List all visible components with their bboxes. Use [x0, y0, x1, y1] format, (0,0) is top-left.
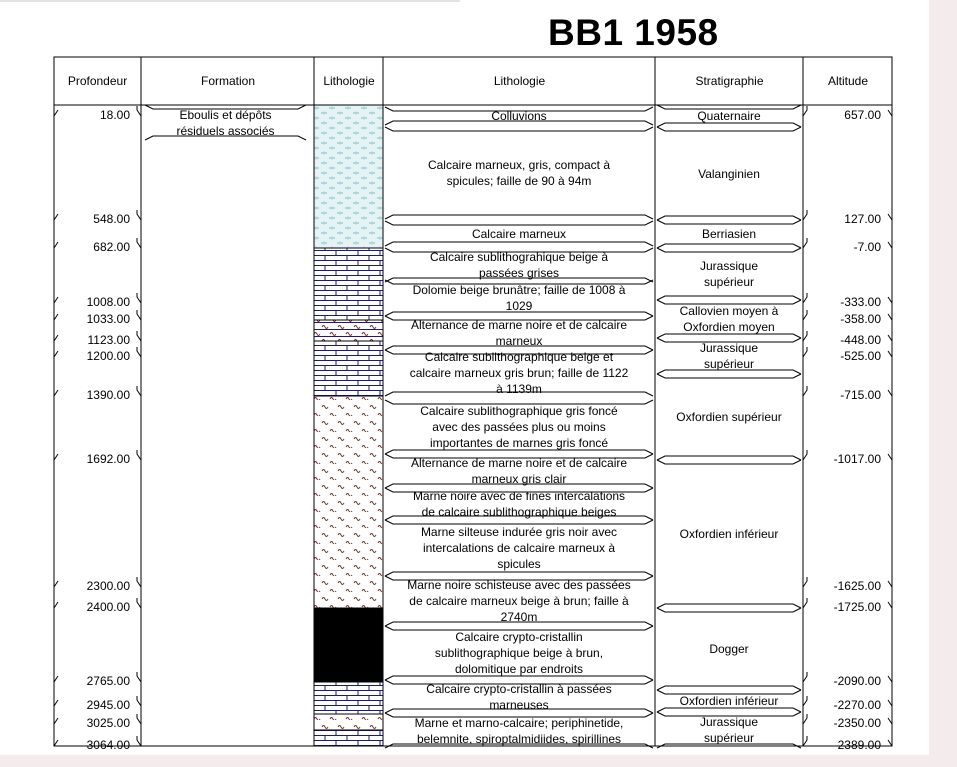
lithology-description: Marne noire avec de fines intercalations de calcaire sublithographique beiges [412, 489, 626, 519]
lithology-description: Calcaire crypto-cristallin sublithographique beige à brun, dolomitique par endroits [434, 630, 604, 676]
depth-value: 2400.00 [86, 600, 130, 614]
altitude-value: -358.00 [840, 312, 881, 326]
stratigraphy-label: Jurassique supérieur [699, 341, 759, 371]
lithology-description: Calcaire sublithographique beige et calcaire marneux gris brun; faille de 1122 à 1139m [409, 350, 629, 396]
altitude-tick-right [888, 351, 892, 357]
header-formation: Formation [200, 74, 256, 88]
lithology-description: Colluvions [491, 109, 547, 123]
depth-value: 548.00 [93, 212, 130, 226]
stratigraphy-label: Oxfordien supérieur [676, 410, 782, 424]
depth-value: 1033.00 [86, 312, 130, 326]
depth-tick [137, 672, 141, 682]
depth-tick [137, 331, 141, 341]
stratigraphy-label: Quaternaire [697, 109, 761, 123]
lithology-fill-limestone-brick [314, 248, 383, 320]
altitude-tick-right [888, 390, 892, 396]
lithology-description-bottom-edge [385, 242, 653, 246]
lithology-fill-marl-limestone-alternation [314, 320, 383, 341]
lithology-description: Dolomie beige brunâtre; faille de 1008 à 1029 [412, 283, 626, 313]
altitude-tick-right [888, 110, 892, 116]
depth-tick [137, 347, 141, 357]
stratigraphy-label-top-edge [657, 608, 801, 612]
depth-tick [137, 450, 141, 460]
lithology-description: Marne silteuse indurée gris noir avec intercalations de calcaire marneux à spicules [420, 525, 618, 571]
depth-value: 1008.00 [86, 295, 130, 309]
stratigraphy-label-bottom-edge [657, 296, 801, 300]
altitude-tick-right [888, 700, 892, 706]
altitude-tick-right [888, 718, 892, 724]
lithology-fill-limestone-brick [314, 730, 383, 746]
depth-tick [137, 106, 141, 116]
altitude-value: -1625.00 [833, 579, 881, 593]
altitude-tick-right [888, 740, 892, 746]
altitude-tick [803, 310, 807, 320]
altitude-tick [803, 450, 807, 460]
depth-value: 682.00 [93, 240, 130, 254]
altitude-tick-right [888, 602, 892, 608]
stratigraphy-label: Jurassique supérieur [699, 259, 759, 289]
depth-value: 1123.00 [87, 333, 130, 347]
stratigraphy-label: Oxfordien inférieur [679, 527, 779, 541]
depth-tick [137, 210, 141, 220]
depth-value: 1200.00 [86, 349, 130, 363]
altitude-tick-right [888, 581, 892, 587]
header-profondeur: Profondeur [67, 74, 128, 88]
altitude-tick [803, 293, 807, 303]
depth-value: 3025.00 [86, 716, 130, 730]
lithology-description-top-edge [385, 221, 653, 225]
lithology-fill-marl-wavy [314, 714, 383, 730]
stratigraphy-label-top-edge [657, 127, 801, 131]
altitude-value: -525.00 [840, 349, 881, 363]
altitude-tick-right [888, 314, 892, 320]
stratigraphy-label-top-edge [657, 374, 801, 378]
stratigraphy-label: Berriasien [701, 227, 757, 241]
altitude-tick-right [888, 676, 892, 682]
altitude-tick-right [888, 297, 892, 303]
header-stratigraphie: Stratigraphie [695, 74, 764, 88]
lithology-description: Calcaire marneux [471, 226, 567, 241]
altitude-value: -2389.00 [833, 738, 881, 752]
page-title: BB1 1958 [548, 12, 719, 53]
stratigraphy-label-bottom-edge [657, 216, 801, 220]
lithology-description: Calcaire crypto-cristallin à passées marneuses [426, 681, 612, 712]
depth-value: 2300.00 [86, 579, 130, 593]
altitude-tick [803, 696, 807, 706]
altitude-value: -448.00 [840, 333, 881, 347]
altitude-tick [803, 238, 807, 248]
stratigraphy-label-top-edge [657, 220, 801, 224]
altitude-tick [803, 672, 807, 682]
altitude-tick [803, 210, 807, 220]
lithology-description: Calcaire sublithograhique beige à passées grises [429, 250, 609, 280]
depth-tick [137, 598, 141, 608]
altitude-value: 657.00 [844, 108, 881, 122]
altitude-tick [803, 106, 807, 116]
lithology-description: Marne noire schisteuse avec des passées de calcaire marneux beige à brun; faille à 2740m [407, 578, 631, 624]
stratigraphy-label-bottom-edge [657, 604, 801, 608]
depth-value: 1692.00 [86, 452, 130, 466]
header-lithologie-description: Lithologie [493, 74, 546, 88]
depth-tick [137, 238, 141, 248]
stratigraphy-label: Callovien moyen à Oxfordien moyen [679, 304, 779, 334]
altitude-value: -2270.00 [833, 698, 881, 712]
lithology-fill-limestone-brick [314, 682, 383, 714]
altitude-tick [803, 331, 807, 341]
altitude-value: -1725.00 [833, 600, 881, 614]
altitude-value: -2090.00 [833, 674, 881, 688]
altitude-tick-right [888, 242, 892, 248]
stratigraphy-label: Dogger [709, 642, 749, 656]
altitude-value: -1017.00 [833, 452, 881, 466]
depth-tick [137, 714, 141, 724]
depth-tick [137, 293, 141, 303]
stratigraphy-label-bottom-edge [657, 244, 801, 248]
lithology-description-bottom-edge [385, 572, 653, 576]
depth-value: 2945.00 [86, 698, 130, 712]
lithology-fill-limestone-brick [314, 341, 383, 396]
stratigraphy-label: Valanginien [698, 166, 760, 181]
lithology-fill-marly-limestone [314, 105, 383, 248]
altitude-tick [803, 714, 807, 724]
depth-tick [137, 696, 141, 706]
altitude-tick-right [888, 214, 892, 220]
altitude-value: -333.00 [840, 295, 881, 309]
depth-tick [137, 386, 141, 396]
altitude-tick [803, 577, 807, 587]
altitude-value: -715.00 [840, 388, 881, 402]
stratigraphy-label: Oxfordien inférieur [679, 694, 779, 708]
formation-label: Eboulis et dépôts résiduels associés [176, 107, 275, 138]
depth-tick [137, 577, 141, 587]
depth-value: 3064.00 [86, 738, 130, 752]
lithology-description: Calcaire sublithographique gris foncé avec des passées plus ou moins importantes de marnes gris foncé [420, 404, 618, 450]
lithology-description: Alternance de marne noire et de calcaire marneux [410, 318, 628, 348]
stratigraphy-label: Jurassique supérieur [699, 715, 759, 745]
altitude-tick-right [888, 335, 892, 341]
stratigraphy-label-top-edge [657, 460, 801, 464]
lithology-fill-solid-black [314, 608, 383, 682]
altitude-value: 127.00 [844, 212, 881, 226]
lithology-description-bottom-edge [385, 215, 653, 219]
stratigraphy-label-bottom-edge [657, 456, 801, 460]
depth-tick [137, 310, 141, 320]
altitude-tick-right [888, 454, 892, 460]
lithology-description: Calcaire marneux, gris, compact à spicules; faille de 90 à 94m [427, 158, 611, 188]
lithology-description: Marne et marno-calcaire; periphinetide, belemnite, spiroptalmidiides, spirillines [414, 715, 624, 746]
altitude-tick [803, 347, 807, 357]
header-lithologie-column: Lithologie [323, 74, 375, 88]
depth-tick [137, 736, 141, 746]
altitude-tick [803, 736, 807, 746]
altitude-value: -7.00 [853, 240, 881, 254]
altitude-tick [803, 386, 807, 396]
altitude-value: -2350.00 [833, 716, 881, 730]
lithology-description: Alternance de marne noire et de calcaire marneux gris clair [410, 456, 628, 486]
depth-value: 2765.00 [86, 674, 130, 688]
lithology-fill-marl-wavy [314, 396, 383, 608]
altitude-tick [803, 598, 807, 608]
stratigraphy-label-bottom-edge [657, 686, 801, 690]
depth-value: 18.00 [99, 108, 130, 122]
header-altitude: Altitude [827, 74, 869, 88]
depth-value: 1390.00 [86, 388, 130, 402]
stratigraphy-label-top-edge [657, 248, 801, 252]
lithology-description-top-edge [385, 127, 653, 131]
